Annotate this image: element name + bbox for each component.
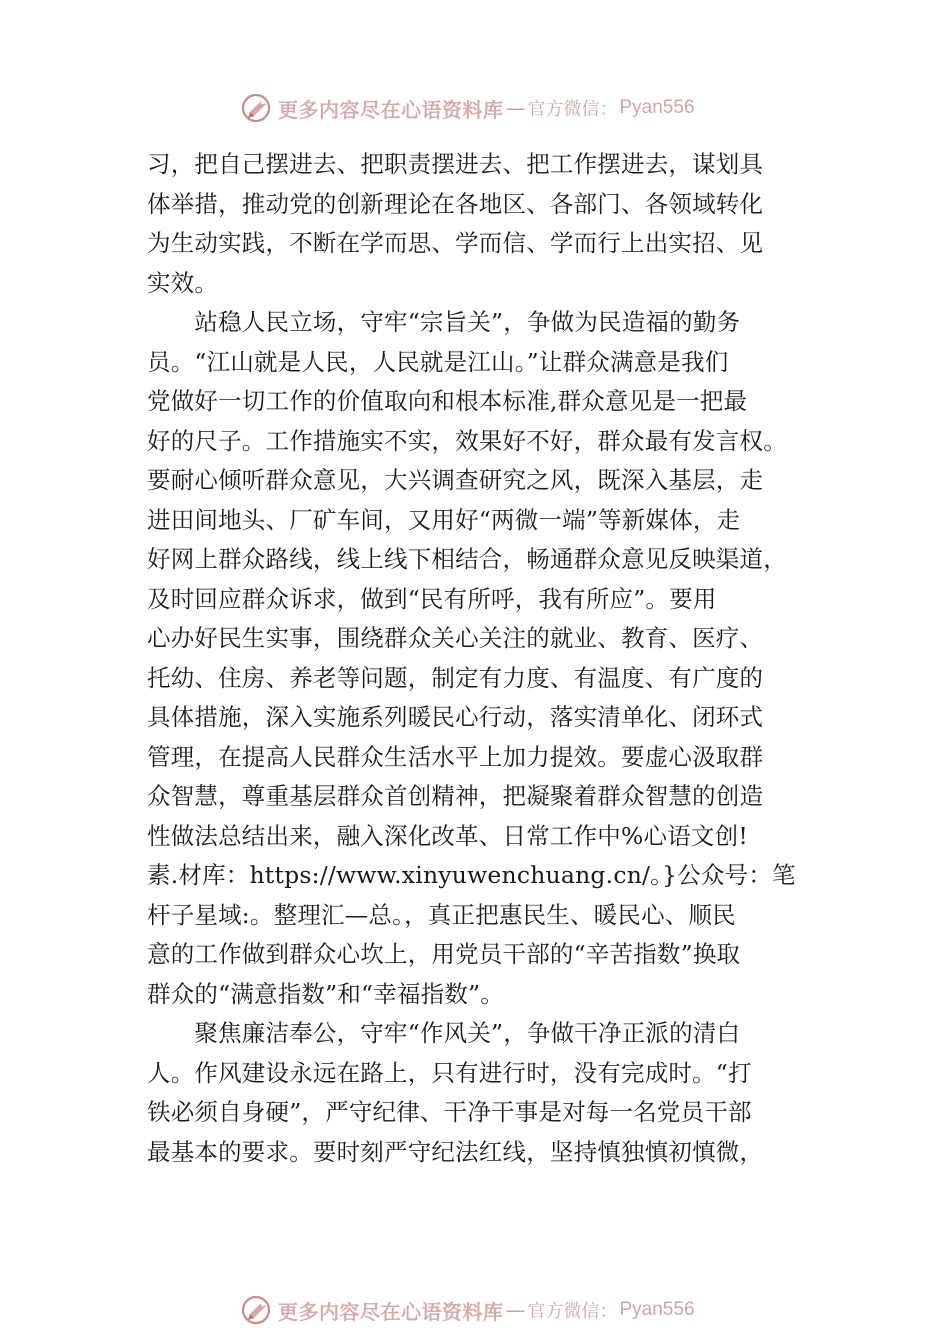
text-line: 心办好民生实事，围绕群众关心关注的就业、教育、医疗、	[147, 624, 764, 652]
text-line: 习，把自己摆进去、把职责摆进去、把工作摆进去，谋划具	[147, 150, 764, 178]
watermark-handle: Pyan556	[619, 1299, 695, 1320]
text-line: 托幼、住房、养老等问题，制定有力度、有温度、有广度的	[147, 663, 764, 692]
header-watermark	[240, 88, 760, 128]
footer-watermark	[240, 1290, 760, 1330]
text-line: 群众的“满意指数”和“幸福指数”。	[147, 979, 504, 1008]
text-line: 好的尺子。工作措施实不实，效果好不好，群众最有发言权。	[147, 426, 787, 455]
text-line: 杆子星域:。整理汇—总。，真正把惠民生、暖民心、顺民	[147, 900, 736, 929]
text-line: 人。作风建设永远在路上，只有进行时，没有完成时。“打	[147, 1058, 752, 1087]
watermark-separator: —	[505, 96, 526, 120]
text-line: 性做法总结出来，融入深化改革、日常工作中%心语文创!	[147, 821, 748, 850]
text-line: 意的工作做到群众心坎上，用党员干部的“辛苦指数”换取	[147, 940, 741, 968]
pen-logo-icon	[240, 1293, 274, 1327]
document-body	[147, 145, 817, 1172]
text-line: 及时回应群众诉求，做到“民有所呼，我有所应”。要用	[147, 584, 717, 613]
text-line: 好网上群众路线，线上线下相结合，畅通群众意见反映渠道，	[147, 545, 787, 573]
watermark-separator: —	[505, 1298, 526, 1322]
text-line: 素.材库：https://www.xinyuwenchuang.cn/。}公众号：笔	[147, 861, 796, 889]
watermark-handle: Pyan556	[619, 97, 695, 118]
text-line: 最基本的要求。要时刻严守纪法红线，坚持慎独慎初慎微，	[147, 1137, 764, 1166]
text-line: 进田间地头、厂矿车间，又用好“两微一端”等新媒体，走	[147, 505, 741, 534]
text-line: 员。“江山就是人民，人民就是江山。”让群众满意是我们	[147, 347, 729, 376]
text-line: 管理，在提高人民群众生活水平上加力提效。要虚心汲取群	[147, 742, 764, 771]
text-line: 站稳人民立场，守牢“宗旨关”，争做为民造福的勤务	[147, 308, 741, 336]
text-line: 要耐心倾听群众意见，大兴调查研究之风，既深入基层，走	[147, 466, 764, 494]
text-line: 实效。	[147, 268, 219, 297]
pen-logo-icon	[240, 91, 274, 125]
text-line: 具体措施，深入实施系列暖民心行动，落实清单化、闭环式	[147, 703, 764, 731]
text-line: 众智慧，尊重基层群众首创精神，把凝聚着群众智慧的创造	[147, 782, 764, 810]
text-line: 党做好一切工作的价值取向和根本标准,群众意见是一把最	[147, 387, 748, 415]
text-line: 聚焦廉洁奉公，守牢“作风关”，争做干净正派的清白	[147, 1019, 741, 1047]
watermark-brand: 更多内容尽在心语资料库	[278, 1299, 504, 1324]
watermark-label: 官方微信：	[527, 1301, 618, 1322]
text-line: 体举措，推动党的创新理论在各地区、各部门、各领域转化	[147, 189, 764, 218]
watermark-brand: 更多内容尽在心语资料库	[278, 97, 504, 122]
watermark-label: 官方微信：	[527, 99, 618, 120]
text-line: 铁必须自身硬”，严守纪律、干净干事是对每一名党员干部	[147, 1098, 752, 1126]
text-line: 为生动实践，不断在学而思、学而信、学而行上出实招、见	[147, 229, 764, 257]
